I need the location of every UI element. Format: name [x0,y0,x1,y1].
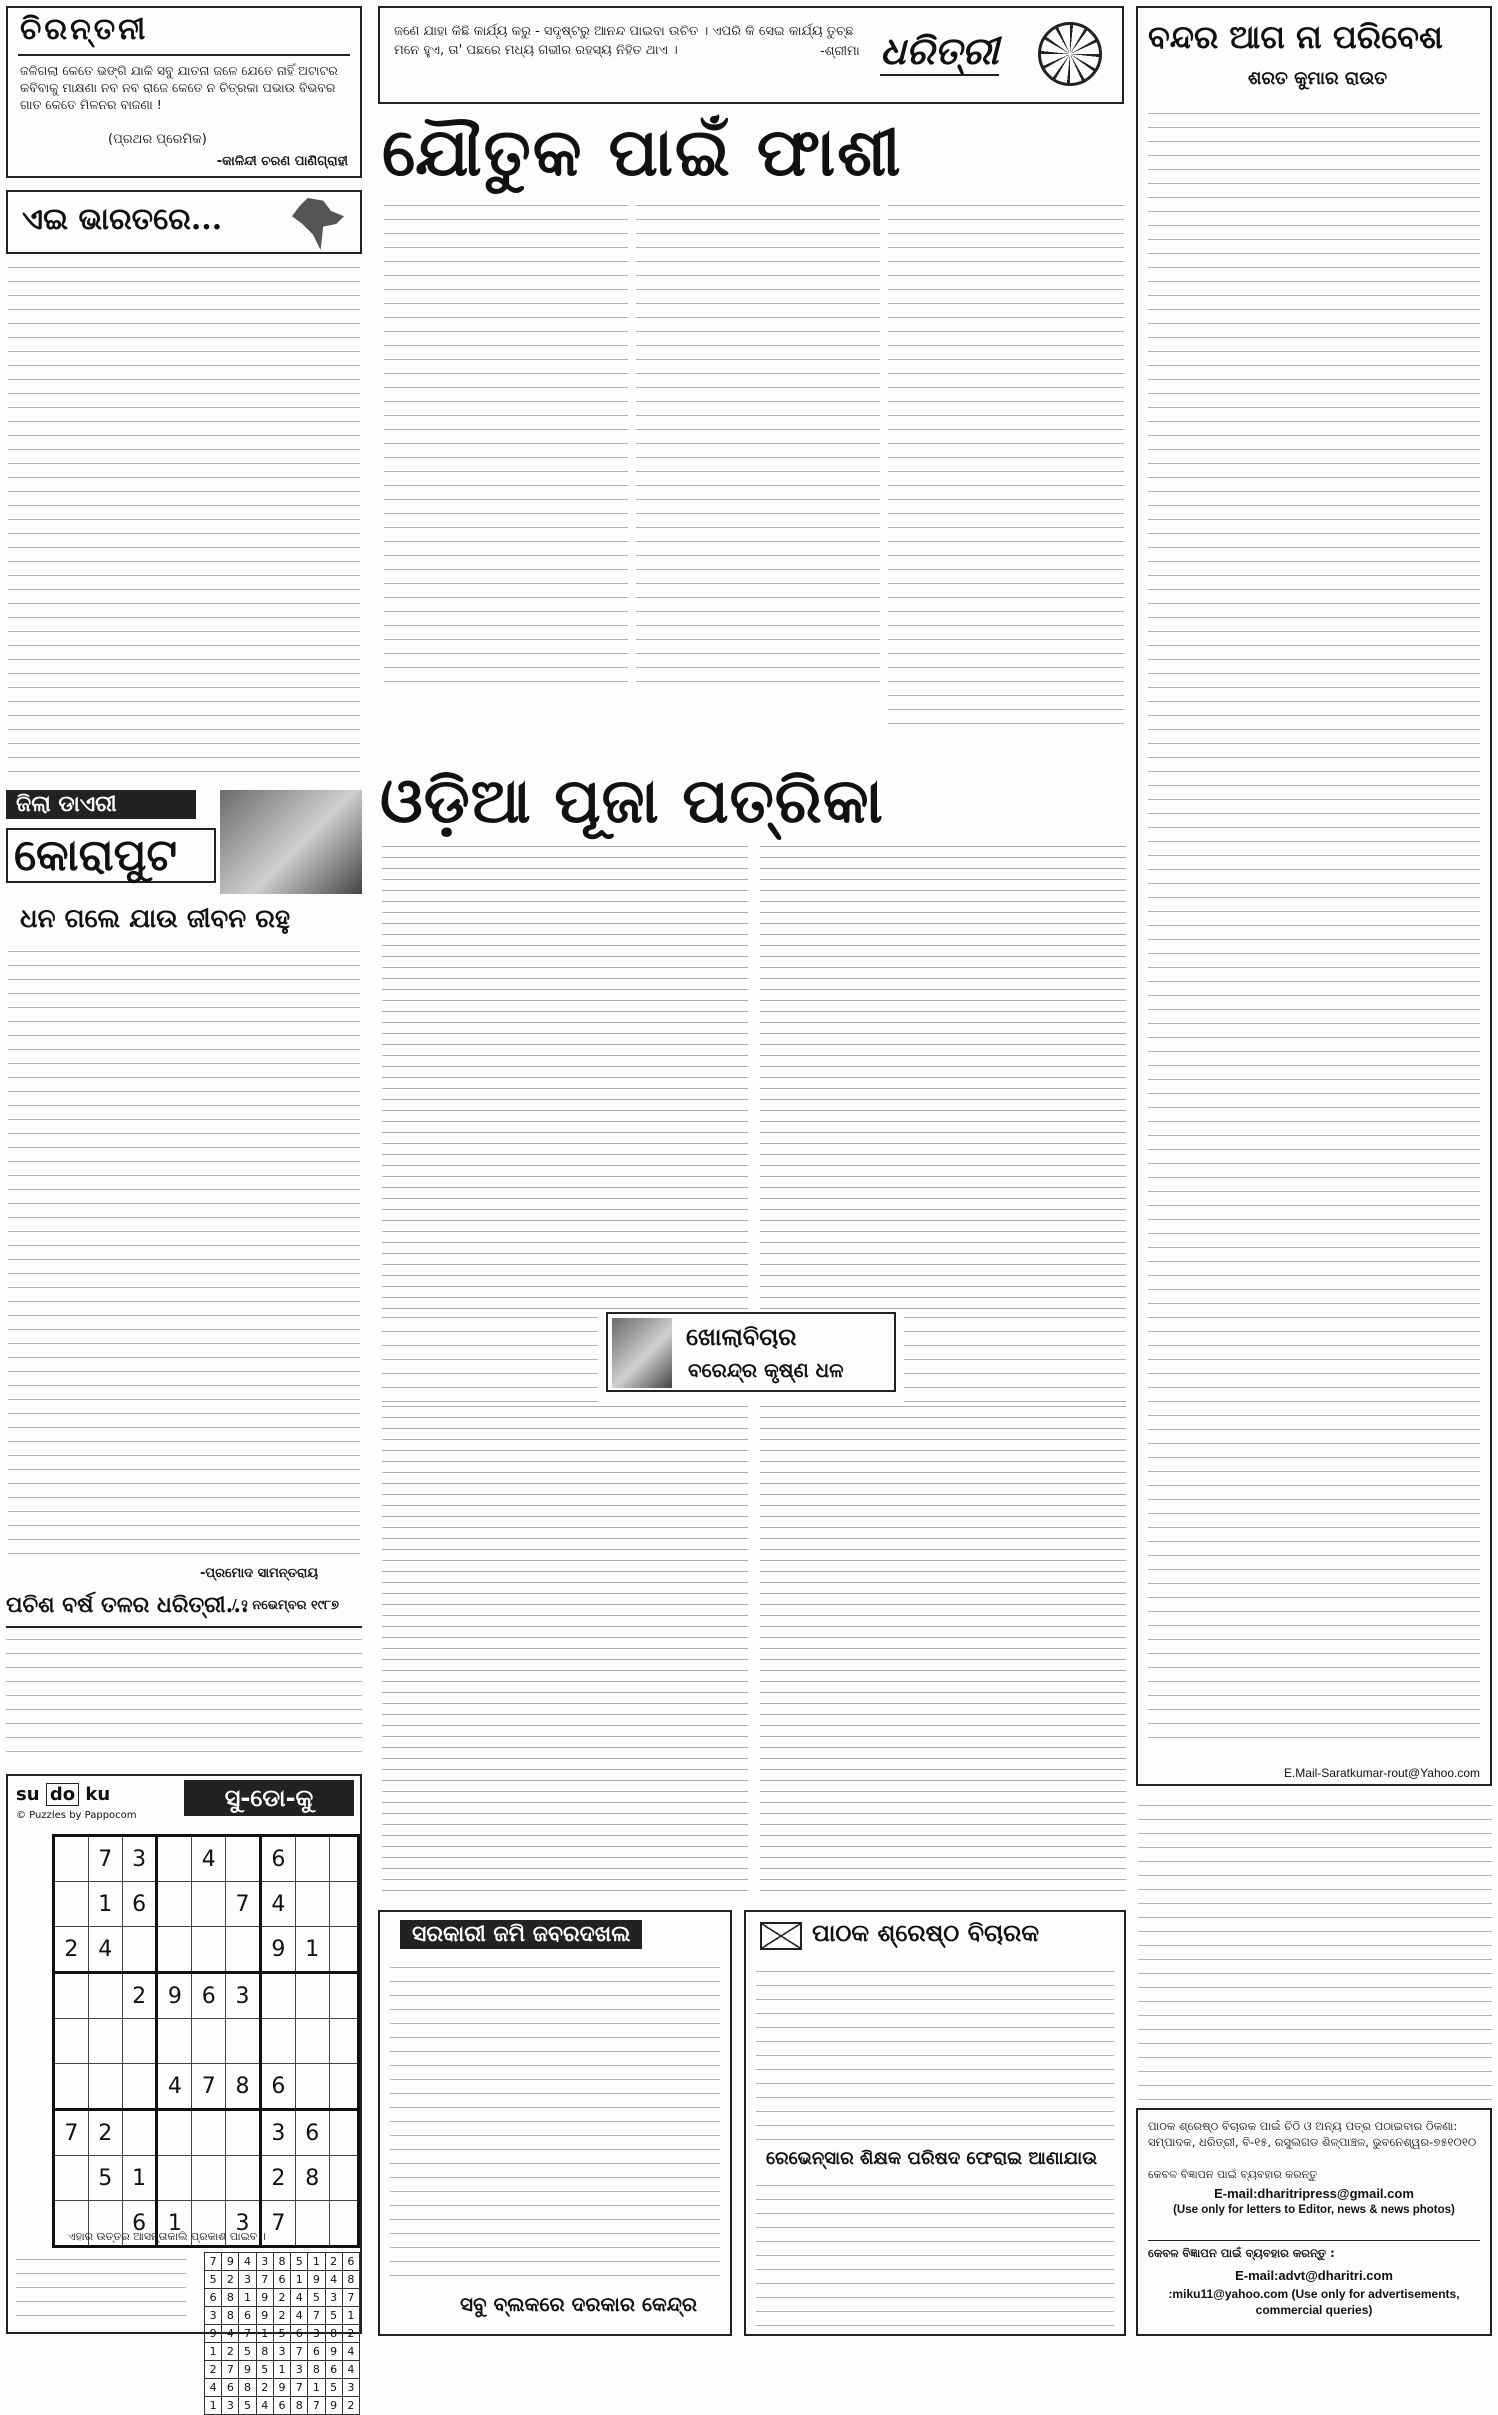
jouktuk-col-1 [384,200,628,690]
editor-email-note: (Use only for letters to Editor, news & news photos) [1173,2204,1455,2216]
solution-cell: 2 [273,2307,290,2325]
solution-cell: 1 [308,2379,325,2397]
sudoku-cell[interactable]: 7 [260,2201,295,2247]
pathaka-body-1 [756,1966,1114,2142]
sudoku-cell[interactable] [54,2156,89,2201]
solution-cell: 2 [205,2361,222,2379]
sudoku-cell[interactable] [88,2019,122,2064]
solution-cell-row [205,2289,360,2307]
sudoku-cell[interactable]: 6 [260,1836,295,1882]
sudoku-title: ସୁ-ଡୋ-କୁ [184,1780,354,1816]
pachis-barsha-body [6,1634,362,1754]
sudoku-brand-su: su [16,1784,40,1805]
solution-cell: 9 [325,2343,342,2361]
solution-cell: 6 [291,2325,308,2343]
solution-cell: 3 [308,2325,325,2343]
solution-cell: 1 [205,2343,222,2361]
contact-intro: ପାଠକ ଶ୍ରେଷ୍ଠ ବିଚାରକ ପାଇଁ ଚିଠି ଓ ଅନ୍ୟ ପତ୍ର ପଠାଇବାର ଠିକଣା: ସମ୍ପାଦକ, ଧରିତ୍ରୀ, ବି-୧୫, ରସୁଲଗଡ ଶିଳ୍ପାଞ୍ଚଳ, ଭୁବନେଶ୍ୱର-୭୫୧୦୧୦ [1148,2119,1477,2149]
solution-cell: 5 [273,2325,290,2343]
solution-cell: 2 [342,2325,359,2343]
khola-bichar-label: ଖୋଲାବିଚାର [686,1322,797,1351]
solution-cell: 3 [239,2271,256,2289]
district-name: କୋରାପୁଟ [6,828,216,883]
solution-cell: 6 [273,2397,290,2415]
sudoku-cell[interactable]: 2 [88,2110,122,2156]
sudoku-cell[interactable]: 7 [192,2064,226,2110]
jilla-diary-body [8,946,360,1560]
author-portrait [612,1318,672,1388]
sudoku-answer-caption: ଏହାର ଉତ୍ତର ଆସନ୍ତାକାଲି ପ୍ରକାଶ ପାଇବ । [68,2230,266,2243]
khola-bichar-author: ବରେନ୍ଦ୍ର କୃଷ୍ଣ ଧଳ [688,1358,844,1382]
odia-puja-col-left-side [382,1312,598,1402]
sudoku-cell[interactable]: 4 [157,2064,192,2110]
ads-label: କେବଳ ବିଜ୍ଞାପନ ପାଇଁ ବ୍ୟବହାର କରନ୍ତୁ : [1148,2246,1335,2260]
solution-cell: 7 [291,2343,308,2361]
sudoku-cell[interactable] [329,2064,358,2110]
solution-cell: 4 [325,2271,342,2289]
aye-bharatare-header [6,190,362,254]
sudoku-cell[interactable] [226,1836,261,1882]
sudoku-grid[interactable] [52,1834,360,2248]
solution-cell: 8 [308,2361,325,2379]
sudoku-cell[interactable] [157,1882,192,1927]
solution-cell: 1 [205,2397,222,2415]
solution-cell: 2 [342,2397,359,2415]
sudoku-cell[interactable] [226,1927,261,1973]
chirantani-source: (ପ୍ରଥର ପ୍ରେମିକ) [108,132,207,147]
solution-cell: 6 [273,2271,290,2289]
solution-cell: 1 [239,2289,256,2307]
chirantani-author: -କାଳିନ୍ଦୀ ଚରଣ ପାଣିଗ୍ରାହୀ [216,154,348,169]
sudoku-cell-row [54,2156,359,2201]
sarkari-body [390,1962,720,2286]
solution-cell: 7 [205,2253,222,2271]
sudoku-cell[interactable] [192,2019,226,2064]
sudoku-cell[interactable]: 1 [88,1882,122,1927]
sudoku-cell[interactable] [54,1882,89,1927]
solution-cell-row [205,2253,360,2271]
sudoku-cell[interactable]: 6 [295,2110,329,2156]
sudoku-cell[interactable]: 2 [122,1973,157,2019]
sudoku-cell[interactable] [192,2156,226,2201]
india-map-icon [292,198,344,250]
solution-cell: 7 [239,2325,256,2343]
solution-cell: 6 [239,2307,256,2325]
sudoku-cell[interactable] [192,2110,226,2156]
solution-cell: 4 [256,2397,273,2415]
solution-cell: 4 [342,2361,359,2379]
solution-cell: 6 [308,2343,325,2361]
solution-cell: 1 [308,2253,325,2271]
sudoku-cell[interactable]: 1 [295,1927,329,1973]
sudoku-cell[interactable]: 6 [122,2201,157,2247]
sudoku-cell[interactable]: 6 [260,2064,295,2110]
sudoku-cell[interactable] [329,2156,358,2201]
sudoku-cell[interactable] [88,2064,122,2110]
solution-cell: 8 [256,2343,273,2361]
sudoku-brand-ku: ku [85,1784,111,1805]
solution-cell: 5 [325,2379,342,2397]
sudoku-box [6,1774,362,2412]
solution-cell: 4 [205,2379,222,2397]
sudoku-cell[interactable] [54,1836,89,1882]
chirantani-poem: ଜଳିଗଲା କେତେ ଭଙ୍ଗି ଯାକି ସବୁ ଯାତନା ଜଳେ ଯେତେ ନାହିଁ ଅଟାଟର କବିବାକୁ ମାକ୍ଷଣା ନବ ନବ ରାଜେ କେତେ ନ ଚିତ୍ରକା ପଭାଉ ବିଭବର ଗାତ କେତେ ମିଳନର ବାଜଣା ! [20,63,338,112]
sarkari-subhead: ସବୁ ବ୍ଲକରେ ଦରକାର କେନ୍ଦ୍ର [460,2292,698,2316]
sudoku-cell-row [54,1973,359,2019]
sudoku-cell[interactable]: 6 [192,1973,226,2019]
khola-bichar-box [606,1312,896,1392]
sudoku-cell-row [54,2019,359,2064]
sudoku-cell[interactable] [192,1882,226,1927]
sudoku-cell-row [54,1882,359,1927]
solution-cell: 6 [222,2379,239,2397]
dharitri-logo: ଧରିତ୍ରୀ [880,28,999,76]
solution-cell: 3 [325,2289,342,2307]
solution-cell: 3 [291,2361,308,2379]
sudoku-brand-credit: © Puzzles by Pappocom [16,1810,137,1821]
sudoku-cell[interactable] [54,2064,89,2110]
sudoku-cell[interactable]: 4 [260,1882,295,1927]
sudoku-cell[interactable] [329,1882,358,1927]
solution-cell: 9 [325,2397,342,2415]
solution-cell: 7 [222,2361,239,2379]
solution-cell: 7 [256,2271,273,2289]
sudoku-brand [16,1784,110,1805]
pachis-barsha-title: ପଚିଶ ବର୍ଷ ତଳର ଧରିତ୍ରୀ... [6,1592,249,1618]
solution-cell-row [205,2379,360,2397]
sudoku-cell[interactable]: 9 [260,1927,295,1973]
sudoku-cell[interactable]: 7 [54,2110,89,2156]
solution-cell-row [205,2397,360,2415]
sudoku-cell[interactable] [329,1927,358,1973]
sudoku-brand-do: do [46,1783,79,1806]
sudoku-cell[interactable] [122,2110,157,2156]
solution-cell-row [205,2343,360,2361]
solution-cell: 1 [291,2271,308,2289]
sudoku-cell[interactable]: 2 [260,2156,295,2201]
sudoku-cell[interactable] [54,2019,89,2064]
sudoku-cell[interactable]: 2 [54,1927,89,1973]
sudoku-cell[interactable]: 4 [88,1927,122,1973]
solution-cell: 5 [291,2253,308,2271]
jouktuk-headline: ଯୌତୁକ ପାଇଁ ଫାଶୀ [382,113,903,191]
sudoku-cell[interactable]: 6 [122,1882,157,1927]
solution-cell: 6 [325,2361,342,2379]
sudoku-cell[interactable] [226,2110,261,2156]
solution-cell: 3 [222,2397,239,2415]
solution-cell: 1 [273,2361,290,2379]
solution-cell-row [205,2361,360,2379]
sarkari-box [378,1910,732,2336]
solution-cell-row [205,2307,360,2325]
sarkari-title: ସରକାରୀ ଜମି ଜବରଦଖଲ [400,1920,642,1949]
pathaka-box [744,1910,1126,2336]
sudoku-cell[interactable]: 3 [226,2201,261,2247]
bandar-headline: ବନ୍ଦର ଆଗ ନା ପରିବେଶ [1148,18,1443,56]
solution-cell: 2 [256,2379,273,2397]
sudoku-cell[interactable]: 1 [122,2156,157,2201]
solution-cell: 7 [291,2379,308,2397]
sudoku-cell[interactable] [157,2110,192,2156]
solution-cell: 5 [239,2397,256,2415]
solution-cell: 5 [325,2307,342,2325]
sudoku-cell[interactable] [192,1927,226,1973]
solution-cell: 4 [342,2343,359,2361]
solution-cell: 8 [291,2397,308,2415]
solution-cell: 6 [205,2289,222,2307]
jouktuk-col-2 [636,200,880,690]
sudoku-cell[interactable] [260,2019,295,2064]
solution-cell: 9 [205,2325,222,2343]
bandar-box [1136,6,1492,1786]
jouktuk-col-3 [888,200,1124,730]
solution-cell: 9 [256,2289,273,2307]
sudoku-cell[interactable]: 5 [88,2156,122,2201]
solution-cell: 9 [222,2253,239,2271]
sudoku-cell[interactable] [122,2019,157,2064]
sudoku-cell[interactable] [157,1927,192,1973]
masthead-quote-box [378,6,1124,104]
editor-email[interactable]: E-mail:dharitripress@gmail.com [1214,2186,1414,2201]
odia-puja-col-right-side [904,1312,1126,1402]
pathaka-subhead: ରେଭେନ୍ସାର ଶିକ୍ଷକ ପରିଷଦ ଫେରାଇ ଆଣାଯାଉ [766,2148,1098,2169]
sudoku-cell[interactable]: 9 [157,1973,192,2019]
sudoku-cell[interactable]: 8 [295,2156,329,2201]
masthead-quote-text: ଜଣେ ଯାହା କିଛି କାର୍ଯ୍ୟ କରୁ - ସଦୃଷ୍ଟରୁ ଆନନ୍ଦ ପାଇବା ଉଚିତ । ଏପରି କି ସେଇ କାର୍ଯ୍ୟ ତୁଚ୍ଛ ମନେ ହୁଏ, ତା' ପଛରେ ମଧ୍ୟ ଗଭୀର ରହସ୍ୟ ନିହିତ ଥାଏ । [394,24,854,58]
solution-cell: 2 [273,2289,290,2307]
sudoku-cell[interactable] [157,2156,192,2201]
contact-box [1136,2108,1492,2336]
jilla-diary-author: -ପ୍ରମୋଦ ସାମନ୍ତରାୟ [200,1566,319,1581]
sudoku-cell[interactable] [295,1836,329,1882]
sudoku-solution-text [16,2254,186,2324]
sudoku-cell[interactable]: 3 [260,2110,295,2156]
pathaka-body-2 [756,2180,1114,2330]
chirantani-box [6,6,362,178]
solution-cell: 8 [222,2307,239,2325]
pachis-barsha-box [6,1592,362,1762]
sudoku-cell[interactable]: 8 [226,2064,261,2110]
solution-cell: 3 [205,2307,222,2325]
sudoku-cell[interactable] [295,2019,329,2064]
chirantani-title: ଚିରନ୍ତନୀ [20,12,149,47]
aye-bharatare-title: ଏଇ ଭାରତରେ... [22,202,223,237]
sudoku-cell[interactable]: 3 [122,1836,157,1882]
bandar-byline: ଶରତ କୁମାର ରାଉତ [1248,68,1388,89]
masthead-quote-attribution: -ଶ୍ରୀମା [820,44,860,59]
solution-cell: 8 [325,2325,342,2343]
bottom-right-letters [1138,1800,1492,2100]
solution-cell: 7 [342,2289,359,2307]
pathaka-title: ପାଠକ ଶ୍ରେଷ୍ଠ ବିଚାରକ [812,1918,1040,1947]
sudoku-cell[interactable] [88,1973,122,2019]
solution-cell: 6 [342,2253,359,2271]
sudoku-cell[interactable] [157,2019,192,2064]
sudoku-cell[interactable] [226,2019,261,2064]
sudoku-cell[interactable] [54,1973,89,2019]
solution-cell: 8 [239,2379,256,2397]
odia-puja-body-lower [382,1402,1126,1896]
sudoku-cell[interactable] [295,2064,329,2110]
jilla-diary-box [6,790,362,900]
envelope-icon [760,1922,802,1950]
sudoku-cell[interactable] [295,1973,329,2019]
solution-cell: 1 [342,2307,359,2325]
solution-cell: 1 [256,2325,273,2343]
sudoku-cell[interactable] [329,2019,358,2064]
sudoku-cell[interactable] [122,2064,157,2110]
solution-cell-row [205,2271,360,2289]
solution-cell: 5 [256,2361,273,2379]
solution-cell: 9 [256,2307,273,2325]
solution-cell: 8 [222,2289,239,2307]
solution-cell: 9 [239,2361,256,2379]
bandar-email[interactable]: E.Mail-Saratkumar-rout@Yahoo.com [1283,1766,1480,1780]
sudoku-cell-row [54,2064,359,2110]
solution-cell: 8 [273,2253,290,2271]
sudoku-cell[interactable]: 4 [192,1836,226,1882]
solution-cell: 5 [239,2343,256,2361]
sudoku-cell[interactable] [329,2110,358,2156]
sudoku-cell-row [54,1836,359,1882]
solution-cell: 2 [222,2271,239,2289]
solution-cell: 3 [256,2253,273,2271]
sudoku-cell[interactable] [295,2201,329,2247]
sudoku-solution-grid [204,2252,360,2415]
solution-cell: 7 [308,2397,325,2415]
sudoku-cell[interactable]: 7 [226,1882,261,1927]
pachis-barsha-date: / ୨ ନଭେମ୍ବର ୧୯୮୭ [232,1598,339,1613]
sudoku-cell[interactable]: 1 [157,2201,192,2247]
solution-cell: 5 [308,2289,325,2307]
sudoku-cell[interactable]: 7 [88,1836,122,1882]
solution-cell: 7 [308,2307,325,2325]
chakra-icon [1038,22,1102,86]
solution-cell: 5 [205,2271,222,2289]
solution-cell: 8 [342,2271,359,2289]
odia-puja-body-upper [382,842,1126,1312]
sudoku-cell[interactable] [295,1882,329,1927]
sudoku-cell[interactable] [157,1836,192,1882]
aye-bharatare-body [8,262,360,782]
solution-cell-row [205,2325,360,2343]
sudoku-cell-row [54,1927,359,1973]
sudoku-cell[interactable] [329,1836,358,1882]
bandar-body [1148,108,1480,1744]
ads-email-alt[interactable]: :miku11@yahoo.com (Use only for advertisements, commercial queries) [1168,2287,1460,2317]
sudoku-cell[interactable] [260,1973,295,2019]
solution-cell: 3 [273,2343,290,2361]
contact-email-label: କେବଳ ବିଜ୍ଞାପନ ପାଇଁ ବ୍ୟବହାର କରନ୍ତୁ [1148,2168,1318,2181]
jilla-diary-subhead: ଧନ ଗଲେ ଯାଉ ଜୀବନ ରହୁ [20,904,291,934]
solution-cell: 3 [342,2379,359,2397]
odia-puja-headline: ଓଡ଼ିଆ ପୂଜା ପତ୍ରିକା [380,764,884,837]
solution-cell: 9 [308,2271,325,2289]
solution-cell: 2 [325,2253,342,2271]
ads-email[interactable]: E-mail:advt@dharitri.com [1235,2268,1393,2283]
solution-cell: 4 [239,2253,256,2271]
jilla-diary-label: ଜିଲା ଡାଏରୀ [6,790,196,819]
sudoku-cell[interactable] [122,1927,157,1973]
solution-cell: 4 [222,2325,239,2343]
solution-cell: 4 [291,2289,308,2307]
sudoku-cell[interactable] [329,1973,358,2019]
sudoku-cell[interactable] [329,2201,358,2247]
solution-cell: 4 [291,2307,308,2325]
sudoku-cell[interactable]: 3 [226,1973,261,2019]
solution-cell: 9 [273,2379,290,2397]
sudoku-cell-row [54,2110,359,2156]
koraput-photo [220,790,362,894]
sudoku-cell[interactable] [226,2156,261,2201]
solution-cell: 2 [222,2343,239,2361]
